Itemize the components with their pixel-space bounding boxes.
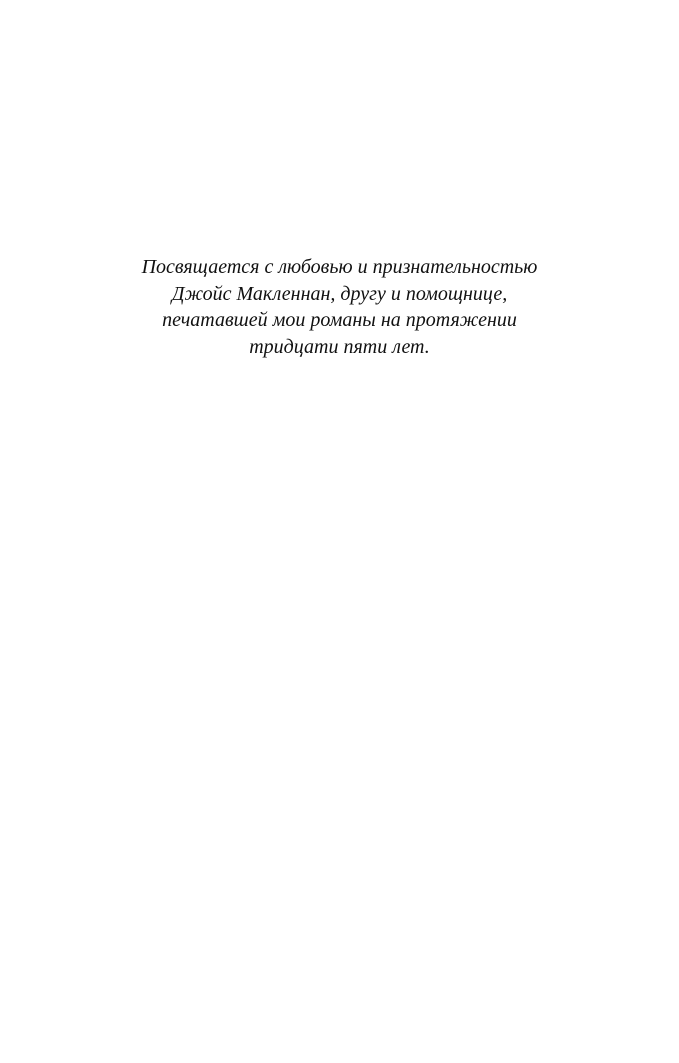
- dedication-text: [0, 254, 679, 360]
- dedication-line-4: тридцати пяти лет.: [249, 335, 430, 358]
- dedication-line-1: Посвящается с любовью и признательностью: [141, 256, 538, 278]
- dedication-line-2: Джойс Макленнан, другу и помощнице,: [171, 282, 508, 305]
- dedication-line-3: печатавшей мои романы на протяжении: [162, 309, 517, 331]
